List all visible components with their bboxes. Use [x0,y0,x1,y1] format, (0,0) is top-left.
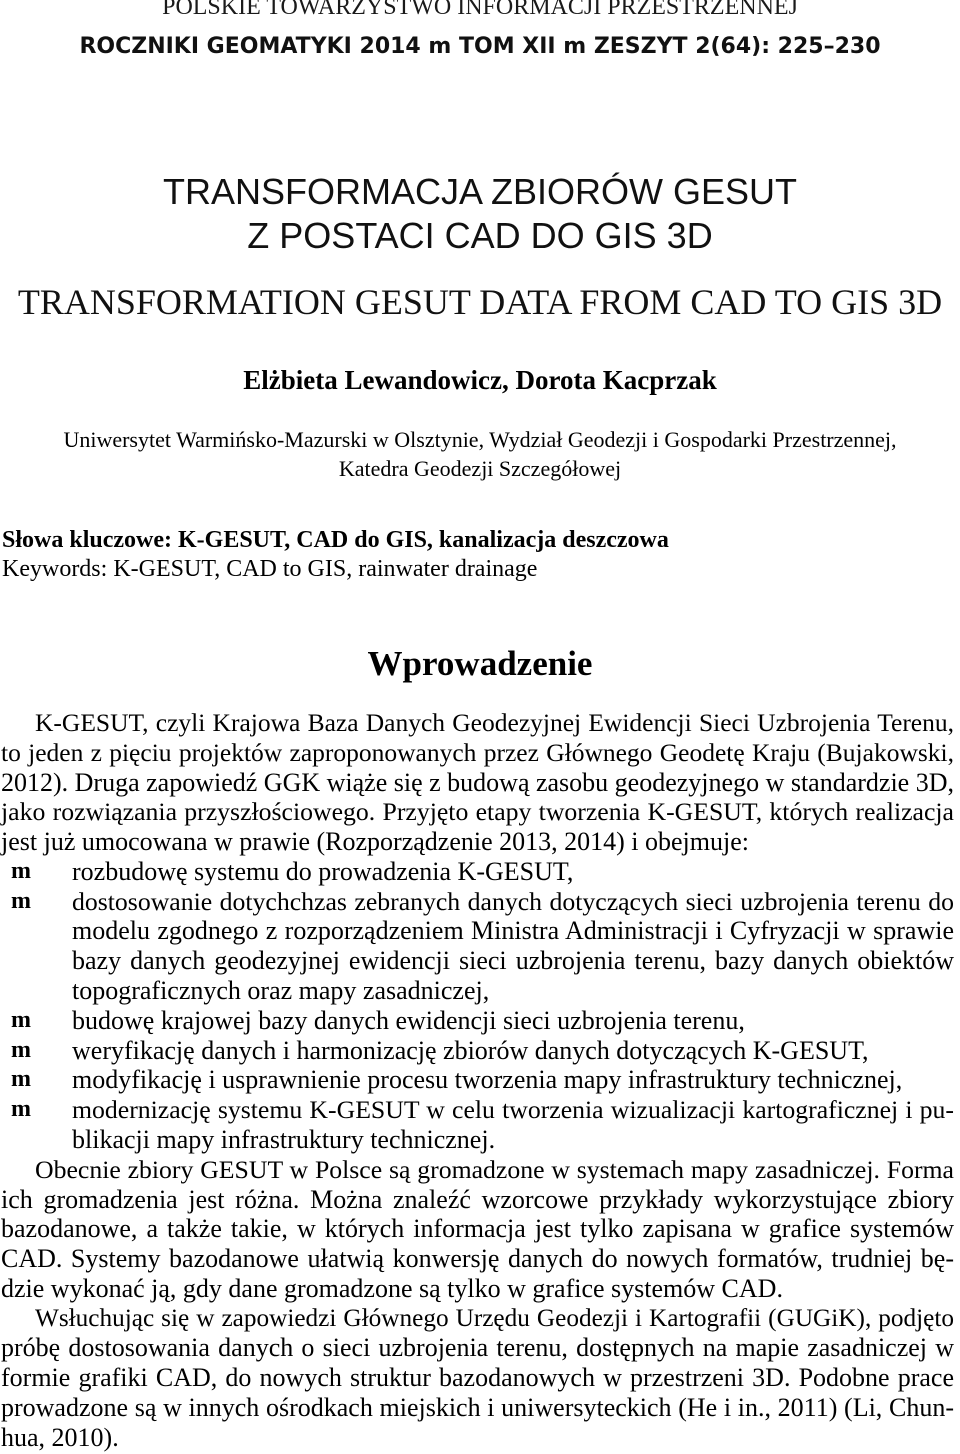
list-item-line: weryfikację danych i harmonizację zbiorów danych dotyczących K-GESUT, [72,1035,869,1065]
list-item [1,1006,954,1036]
paragraph-line: jako rozwiązania przyszłościowego. Przyjęto etapy tworzenia K-GESUT, których realizacja [1,797,954,827]
list-item-line: rozbudowę systemu do prowadzenia K-GESUT, [72,856,574,886]
section-heading: Wprowadzenie [367,644,593,683]
list-item-line: modernizację systemu K-GESUT w celu tworzenia wizualizacji kartograficznej i pu- [72,1095,954,1125]
list-item-line: blikacji mapy infrastruktury technicznej. [72,1124,496,1154]
paragraph-line: ich gromadzenia jest różna. Można znaleźć wzorcowe przykłady wykorzystujące zbiory [1,1184,954,1214]
society-name: POLSKIE TOWARZYSTWO INFORMACJI PRZESTRZENNEJ [162,0,798,20]
paragraph-line: bazodanowe, a także takie, w których informacja jest tylko zapisana w grafice systemów [1,1214,954,1244]
list-item-line: budowę krajowej bazy danych ewidencji sieci uzbrojenia terenu, [72,1005,745,1035]
paragraph-line: dzie wykonać ją, gdy dane gromadzone są tylko w grafice systemów CAD. [1,1273,783,1303]
journal-issue-line: ROCZNIKI GEOMATYKI 2014 m TOM XII m ZESZYT 2(64): 225–230 [79,34,881,59]
paragraph-line: K-GESUT, czyli Krajowa Baza Danych Geodezyjnej Ewidencji Sieci Uzbrojenia Terenu, [35,708,954,737]
list-item [1,887,954,1006]
affiliation-line-2: Katedra Geodezji Szczegółowej [338,456,622,481]
list-item [1,1095,954,1155]
paragraph-line: formie grafiki CAD, do nowych struktur bazodanowych w przestrzeni 3D. Podobne prace [1,1363,954,1393]
bullet-marker: m [11,1066,31,1093]
keywords-english: Keywords: K-GESUT, CAD to GIS, rainwater drainage [2,556,538,582]
paragraph-line: to jeden z pięciu projektów zaproponowanych przez Głównego Geodetę Kraju (Bujakowski, [1,737,954,767]
list-item [1,1065,954,1095]
list-item [1,1036,954,1066]
paragraph-line: prowadzone są w innych ośrodkach miejskich i uniwersyteckich (He i in., 2011) (Li, Chun- [1,1392,954,1422]
list-item-line: topograficznych oraz mapy zasadniczej, [72,976,490,1006]
bullet-marker: m [11,887,31,914]
title-polish-line-1: TRANSFORMACJA ZBIORÓW GESUT [162,171,798,212]
paragraph-line: CAD. Systemy bazodanowe ułatwią konwersję danych do nowych formatów, trudniej bę- [1,1244,954,1274]
paragraph-line: 2012). Druga zapowiedź GGK wiąże się z budową zasobu geodezyjnego w standardzie 3D, [1,767,954,797]
authors: Elżbieta Lewandowicz, Dorota Kacprzak [243,365,717,395]
title-polish-line-2: Z POSTACI CAD DO GIS 3D [247,215,713,256]
bullet-marker: m [11,1036,31,1063]
paragraph-line: jest już umocowana w prawie (Rozporządzenie 2013, 2014) i obejmuje: [1,827,749,857]
paragraph-1 [1,708,954,857]
title-english: TRANSFORMATION GESUT DATA FROM CAD TO GIS 3D [17,282,943,322]
paragraph-3 [1,1304,954,1453]
paragraph-line: hua, 2010). [1,1422,119,1452]
bullet-marker: m [11,1006,31,1033]
list-item-line: bazy danych geodezyjnej ewidencji sieci uzbrojenia terenu, bazy danych obiektów [72,946,954,976]
list-item-line: modyfikację i usprawnienie procesu tworzenia mapy infrastruktury technicznej, [72,1065,903,1095]
paragraph-line: Wsłuchując się w zapowiedzi Głównego Urzędu Geodezji i Kartografii (GUGiK), podjęto [35,1303,954,1332]
keywords-polish: Słowa kluczowe: K-GESUT, CAD do GIS, kanalizacja deszczowa [2,527,669,553]
paragraph-2 [1,1155,954,1304]
list-item-line: modelu zgodnego z rozporządzeniem Ministra Administracji i Cyfryzacji w sprawie [72,916,954,946]
paragraph-line: próbę dostosowania danych o sieci uzbrojenia terenu, dostępnych na mapie zasadniczej w [1,1333,954,1363]
introduction-body [1,708,954,1453]
bullet-list [1,857,954,1155]
list-item-line: dostosowanie dotychchzas zebranych danych dotyczących sieci uzbrojenia terenu do [72,886,954,916]
bullet-marker: m [11,857,31,884]
affiliation-line-1: Uniwersytet Warmińsko-Mazurski w Olsztynie, Wydział Geodezji i Gospodarki Przestrzennej, [63,427,897,452]
paragraph-line: Obecnie zbiory GESUT w Polsce są gromadzone w systemach mapy zasadniczej. Forma [35,1154,954,1184]
list-item [1,857,954,887]
bullet-marker: m [11,1096,31,1123]
